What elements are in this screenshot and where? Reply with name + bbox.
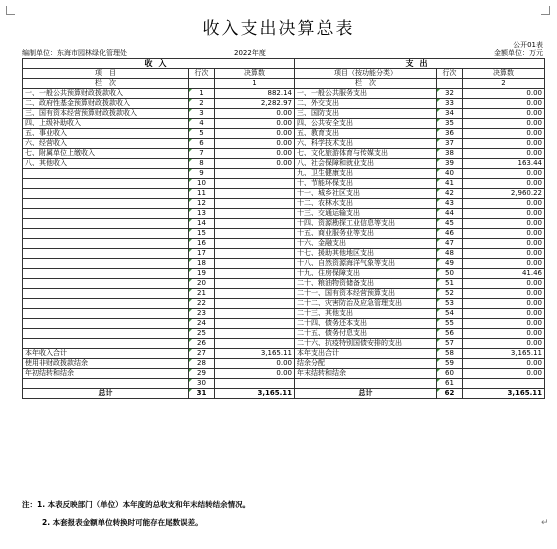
column-index-row: [23, 79, 545, 89]
income-amount: [215, 239, 295, 249]
expense-row-no: 61: [437, 379, 463, 389]
expense-amount: 163.44: [463, 159, 545, 169]
income-amount: [215, 219, 295, 229]
expense-row-no: 42: [437, 189, 463, 199]
expense-item: 十九、住房保障支出: [295, 269, 437, 279]
expense-row-no: 32: [437, 89, 463, 99]
expense-item: 十二、农林水支出: [295, 199, 437, 209]
expense-row-no-header: 行次: [437, 69, 463, 79]
footnote-1: 注：1. 本表反映部门（单位）本年度的总收支和年末结转结余情况。: [22, 500, 251, 509]
income-item: 二、政府性基金预算财政拨款收入: [23, 99, 189, 109]
expense-item: 九、卫生健康支出: [295, 169, 437, 179]
income-row-no: 17: [189, 249, 215, 259]
income-item: 使用非财政拨款结余: [23, 359, 189, 369]
table-row: [23, 179, 545, 189]
expense-amount-header: 决算数: [463, 69, 545, 79]
income-row-no: 3: [189, 109, 215, 119]
expense-row-no: 55: [437, 319, 463, 329]
expense-item: 二十、粮油物资储备支出: [295, 279, 437, 289]
income-row-no: 21: [189, 289, 215, 299]
expense-amount: 0.00: [463, 369, 545, 379]
expense-item: 十五、商业服务业等支出: [295, 229, 437, 239]
paragraph-return-mark: ↵: [541, 518, 549, 528]
expense-row-no: 41: [437, 179, 463, 189]
expense-row-no: 52: [437, 289, 463, 299]
expense-column-empty: [437, 79, 463, 89]
income-item: [23, 199, 189, 209]
income-column-index: 1: [215, 79, 295, 89]
summary-row: [23, 349, 545, 359]
expense-row-no: 40: [437, 169, 463, 179]
expense-item: 十八、自然资源海洋气象等支出: [295, 259, 437, 269]
income-amount: 0.00: [215, 159, 295, 169]
income-amount: [215, 339, 295, 349]
summary-row: [23, 379, 545, 389]
table-row: [23, 279, 545, 289]
income-row-no: 25: [189, 329, 215, 339]
expense-column-label: 栏 次: [295, 79, 437, 89]
income-row-no: 11: [189, 189, 215, 199]
expense-item: 结余分配: [295, 359, 437, 369]
expense-item: 四、公共安全支出: [295, 119, 437, 129]
fiscal-year: 2022年度: [234, 49, 266, 57]
column-header-row: [23, 69, 545, 79]
income-row-no: 27: [189, 349, 215, 359]
income-amount: 0.00: [215, 149, 295, 159]
expense-amount: 0.00: [463, 89, 545, 99]
income-item: [23, 279, 189, 289]
income-amount: [215, 199, 295, 209]
income-item: 一、一般公共预算财政拨款收入: [23, 89, 189, 99]
expense-amount: 0.00: [463, 149, 545, 159]
budget-summary-table: [22, 58, 545, 399]
expense-item: 二十四、债务还本支出: [295, 319, 437, 329]
income-section-header: 收入: [23, 59, 295, 69]
expense-item: 总计: [295, 389, 437, 399]
expense-amount: 0.00: [463, 99, 545, 109]
income-row-no: 14: [189, 219, 215, 229]
expense-amount: 0.00: [463, 199, 545, 209]
table-row: [23, 249, 545, 259]
income-amount: [215, 299, 295, 309]
reporting-unit: 编制单位：东海市园林绿化管理处: [22, 49, 127, 57]
expense-amount: 3,165.11: [463, 349, 545, 359]
expense-amount: 0.00: [463, 299, 545, 309]
income-amount: 0.00: [215, 129, 295, 139]
expense-amount: 0.00: [463, 259, 545, 269]
income-item: [23, 269, 189, 279]
income-item: 五、事业收入: [23, 129, 189, 139]
income-item-header: 项 目: [23, 69, 189, 79]
expense-amount: 0.00: [463, 129, 545, 139]
income-item: [23, 319, 189, 329]
income-row-no: 5: [189, 129, 215, 139]
income-item: [23, 379, 189, 389]
expense-item: 年末结转和结余: [295, 369, 437, 379]
table-row: [23, 219, 545, 229]
income-item: [23, 169, 189, 179]
expense-row-no: 45: [437, 219, 463, 229]
income-row-no: 15: [189, 229, 215, 239]
expense-section-header: 支出: [295, 59, 545, 69]
expense-amount: 0.00: [463, 249, 545, 259]
expense-row-no: 59: [437, 359, 463, 369]
table-row: [23, 339, 545, 349]
table-row: [23, 209, 545, 219]
expense-column-index: 2: [463, 79, 545, 89]
table-row: [23, 239, 545, 249]
income-row-no: 9: [189, 169, 215, 179]
expense-row-no: 60: [437, 369, 463, 379]
income-row-no: 10: [189, 179, 215, 189]
expense-row-no: 51: [437, 279, 463, 289]
income-amount: [215, 229, 295, 239]
table-row: [23, 169, 545, 179]
table-row: [23, 319, 545, 329]
income-amount: [215, 189, 295, 199]
income-amount: 0.00: [215, 109, 295, 119]
expense-item: 十三、交通运输支出: [295, 209, 437, 219]
expense-row-no: 53: [437, 299, 463, 309]
expense-amount: 0.00: [463, 179, 545, 189]
expense-row-no: 48: [437, 249, 463, 259]
income-row-no: 29: [189, 369, 215, 379]
income-amount: [215, 259, 295, 269]
income-row-no: 18: [189, 259, 215, 269]
expense-row-no: 44: [437, 209, 463, 219]
income-row-no: 24: [189, 319, 215, 329]
income-item: [23, 209, 189, 219]
table-row: [23, 129, 545, 139]
expense-amount: 0.00: [463, 319, 545, 329]
expense-row-no: 47: [437, 239, 463, 249]
expense-item: 六、科学技术支出: [295, 139, 437, 149]
income-amount: [215, 249, 295, 259]
table-row: [23, 139, 545, 149]
income-amount: 0.00: [215, 119, 295, 129]
expense-row-no: 33: [437, 99, 463, 109]
expense-row-no: 34: [437, 109, 463, 119]
expense-row-no: 43: [437, 199, 463, 209]
table-row: [23, 269, 545, 279]
expense-row-no: 37: [437, 139, 463, 149]
expense-row-no: 57: [437, 339, 463, 349]
income-item: 四、上级补助收入: [23, 119, 189, 129]
summary-row: [23, 359, 545, 369]
expense-amount: 0.00: [463, 139, 545, 149]
table-row: [23, 289, 545, 299]
income-item: [23, 189, 189, 199]
income-item: [23, 299, 189, 309]
expense-item-header: 项目（按功能分类）: [295, 69, 437, 79]
income-column-empty: [189, 79, 215, 89]
income-item: [23, 289, 189, 299]
expense-row-no: 62: [437, 389, 463, 399]
income-amount-header: 决算数: [215, 69, 295, 79]
footnote-2: 2. 本套报表金额单位转换时可能存在尾数误差。: [42, 518, 203, 527]
expense-amount: [463, 379, 545, 389]
table-row: [23, 89, 545, 99]
expense-item: 一、一般公共服务支出: [295, 89, 437, 99]
income-item: [23, 229, 189, 239]
income-amount: 0.00: [215, 139, 295, 149]
table-row: [23, 199, 545, 209]
expense-item: 二十一、国有资本经营预算支出: [295, 289, 437, 299]
income-item: [23, 339, 189, 349]
income-row-no: 8: [189, 159, 215, 169]
expense-item: 十一、城乡社区支出: [295, 189, 437, 199]
income-item: 总计: [23, 389, 189, 399]
income-item: [23, 219, 189, 229]
summary-row: [23, 369, 545, 379]
income-amount: 2,282.97: [215, 99, 295, 109]
income-row-no: 22: [189, 299, 215, 309]
expense-amount: 2,960.22: [463, 189, 545, 199]
expense-row-no: 36: [437, 129, 463, 139]
income-amount: [215, 319, 295, 329]
income-amount: 3,165.11: [215, 389, 295, 399]
expense-item: 五、教育支出: [295, 129, 437, 139]
expense-item: 十、节能环保支出: [295, 179, 437, 189]
expense-amount: 0.00: [463, 239, 545, 249]
table-row: [23, 119, 545, 129]
table-row: [23, 259, 545, 269]
income-row-no: 12: [189, 199, 215, 209]
expense-amount: 0.00: [463, 309, 545, 319]
expense-item: 二十六、抗疫特别国债安排的支出: [295, 339, 437, 349]
table-row: [23, 299, 545, 309]
expense-row-no: 56: [437, 329, 463, 339]
income-row-no: 4: [189, 119, 215, 129]
section-header-row: [23, 59, 545, 69]
income-amount: [215, 269, 295, 279]
income-row-no: 19: [189, 269, 215, 279]
expense-item: 二十二、灾害防治及应急管理支出: [295, 299, 437, 309]
income-row-no: 20: [189, 279, 215, 289]
income-item: [23, 309, 189, 319]
expense-item: 二十三、其他支出: [295, 309, 437, 319]
income-amount: 882.14: [215, 89, 295, 99]
expense-row-no: 49: [437, 259, 463, 269]
table-row: [23, 229, 545, 239]
expense-item: 二十五、债务付息支出: [295, 329, 437, 339]
income-amount: [215, 309, 295, 319]
expense-amount: 0.00: [463, 279, 545, 289]
income-amount: [215, 179, 295, 189]
income-item: 三、国有资本经营预算财政拨款收入: [23, 109, 189, 119]
table-row: [23, 149, 545, 159]
expense-amount: 0.00: [463, 339, 545, 349]
income-item: [23, 249, 189, 259]
total-row: [23, 389, 545, 399]
income-amount: 0.00: [215, 369, 295, 379]
table-row: [23, 309, 545, 319]
expense-item: [295, 379, 437, 389]
income-amount: [215, 169, 295, 179]
income-amount: [215, 209, 295, 219]
income-row-no: 13: [189, 209, 215, 219]
income-amount: [215, 279, 295, 289]
income-row-no: 26: [189, 339, 215, 349]
income-row-no: 1: [189, 89, 215, 99]
income-row-no: 30: [189, 379, 215, 389]
expense-item: 十六、金融支出: [295, 239, 437, 249]
income-item: 六、经营收入: [23, 139, 189, 149]
income-column-label: 栏 次: [23, 79, 189, 89]
footnotes: [22, 500, 250, 536]
table-row: [23, 329, 545, 339]
income-row-no: 2: [189, 99, 215, 109]
income-item: [23, 179, 189, 189]
income-item: 年初结转和结余: [23, 369, 189, 379]
expense-amount: 0.00: [463, 119, 545, 129]
expense-amount: 3,165.11: [463, 389, 545, 399]
income-amount: [215, 289, 295, 299]
expense-item: 本年支出合计: [295, 349, 437, 359]
income-item: [23, 259, 189, 269]
income-amount: [215, 329, 295, 339]
expense-row-no: 50: [437, 269, 463, 279]
expense-amount: 0.00: [463, 209, 545, 219]
expense-amount: 0.00: [463, 359, 545, 369]
table-row: [23, 159, 545, 169]
expense-amount: 41.46: [463, 269, 545, 279]
expense-row-no: 46: [437, 229, 463, 239]
expense-amount: 0.00: [463, 329, 545, 339]
expense-row-no: 58: [437, 349, 463, 359]
expense-item: 十七、援助其他地区支出: [295, 249, 437, 259]
expense-row-no: 35: [437, 119, 463, 129]
money-unit: 金额单位：万元: [494, 49, 543, 57]
expense-amount: 0.00: [463, 109, 545, 119]
expense-item: 三、国防支出: [295, 109, 437, 119]
income-amount: 0.00: [215, 359, 295, 369]
form-number: 公开01表: [513, 41, 543, 49]
expense-amount: 0.00: [463, 229, 545, 239]
expense-row-no: 39: [437, 159, 463, 169]
expense-row-no: 38: [437, 149, 463, 159]
income-row-no: 31: [189, 389, 215, 399]
table-row: [23, 109, 545, 119]
income-item: 八、其他收入: [23, 159, 189, 169]
expense-item: 八、社会保障和就业支出: [295, 159, 437, 169]
expense-amount: 0.00: [463, 289, 545, 299]
expense-amount: 0.00: [463, 169, 545, 179]
income-item: [23, 329, 189, 339]
income-row-no: 28: [189, 359, 215, 369]
table-row: [23, 99, 545, 109]
report-meta: [22, 48, 543, 57]
income-row-no: 6: [189, 139, 215, 149]
income-row-no: 7: [189, 149, 215, 159]
expense-amount: 0.00: [463, 219, 545, 229]
table-row: [23, 189, 545, 199]
income-item: 本年收入合计: [23, 349, 189, 359]
income-amount: [215, 379, 295, 389]
expense-item: 二、外交支出: [295, 99, 437, 109]
income-item: [23, 239, 189, 249]
income-row-no: 16: [189, 239, 215, 249]
income-amount: 3,165.11: [215, 349, 295, 359]
income-item: 七、附属单位上缴收入: [23, 149, 189, 159]
expense-row-no: 54: [437, 309, 463, 319]
income-row-no-header: 行次: [189, 69, 215, 79]
income-row-no: 23: [189, 309, 215, 319]
expense-item: 七、文化旅游体育与传媒支出: [295, 149, 437, 159]
report-title: 收入支出决算总表: [202, 19, 355, 39]
expense-item: 十四、资源勘探工业信息等支出: [295, 219, 437, 229]
